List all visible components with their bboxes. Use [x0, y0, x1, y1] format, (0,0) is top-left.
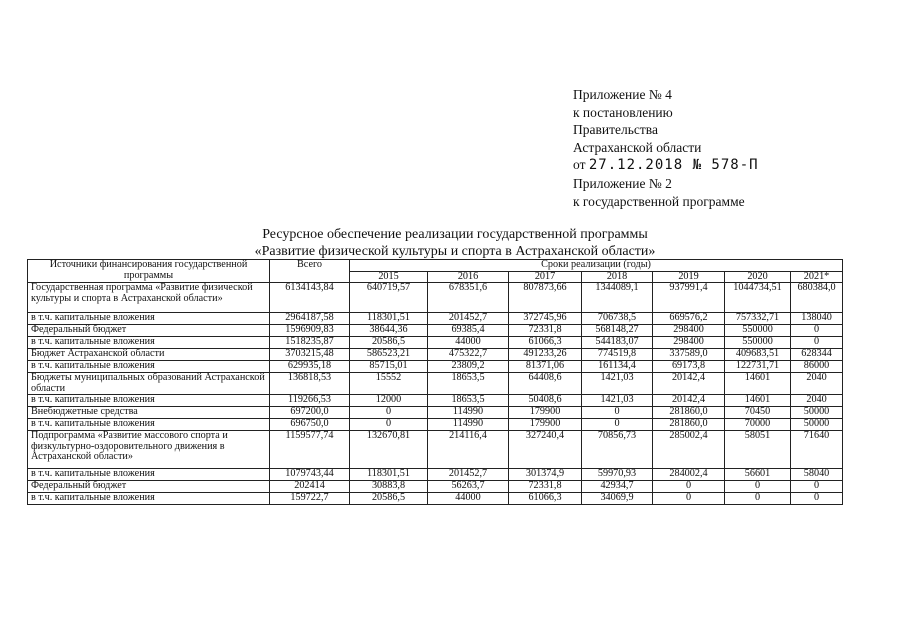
row-year-value: 327240,4 — [509, 431, 582, 469]
row-year-value: 118301,51 — [350, 313, 428, 325]
row-year-value: 757332,71 — [725, 313, 791, 325]
row-total: 3703215,48 — [270, 349, 350, 361]
table-row — [28, 407, 843, 419]
table-row — [28, 349, 843, 361]
appendix-line-5 — [573, 156, 759, 175]
appendix-date-number: 27.12.2018 № 578-П — [588, 157, 759, 174]
table-row — [28, 481, 843, 493]
row-year-value: 71640 — [791, 431, 843, 469]
header-total: Всего — [270, 260, 350, 283]
table-row — [28, 373, 843, 395]
document-title-line-1: Ресурсное обеспечение реализации государственной программы — [262, 227, 648, 242]
row-year-value: 50000 — [791, 407, 843, 419]
row-year-value: 669576,2 — [653, 313, 725, 325]
table-row — [28, 283, 843, 313]
row-total: 1518235,87 — [270, 337, 350, 349]
document-title-line-2: «Развитие физической культуры и спорта в Астраханской области» — [254, 244, 656, 259]
row-year-value: 38644,36 — [350, 325, 428, 337]
row-year-value: 20586,5 — [350, 493, 428, 505]
row-year-value: 59970,93 — [582, 469, 653, 481]
row-total: 1079743,44 — [270, 469, 350, 481]
row-year-value: 50000 — [791, 419, 843, 431]
row-year-value: 1421,03 — [582, 373, 653, 395]
table-row — [28, 419, 843, 431]
row-year-value: 12000 — [350, 395, 428, 407]
row-total: 629935,18 — [270, 361, 350, 373]
row-year-value: 298400 — [653, 325, 725, 337]
row-year-value: 70450 — [725, 407, 791, 419]
row-year-value: 301374,9 — [509, 469, 582, 481]
row-total: 2964187,58 — [270, 313, 350, 325]
row-total: 6134143,84 — [270, 283, 350, 313]
row-year-value: 86000 — [791, 361, 843, 373]
table-row — [28, 337, 843, 349]
row-source-name: Государственная программа «Развитие физической культуры и спорта в Астраханской области» — [28, 283, 270, 313]
appendix-line-6: Приложение № 2 — [573, 175, 672, 191]
row-year-value: 937991,4 — [653, 283, 725, 313]
row-year-value: 30883,8 — [350, 481, 428, 493]
row-year-value: 161134,4 — [582, 361, 653, 373]
row-source-name: в т.ч. капитальные вложения — [28, 313, 270, 325]
row-year-value: 64408,6 — [509, 373, 582, 395]
table-row — [28, 325, 843, 337]
row-total: 202414 — [270, 481, 350, 493]
row-source-name: Бюджет Астраханской области — [28, 349, 270, 361]
row-year-value: 56601 — [725, 469, 791, 481]
appendix-line-2: к постановлению — [573, 104, 673, 120]
row-year-value: 58040 — [791, 469, 843, 481]
row-year-value: 0 — [791, 481, 843, 493]
row-year-value: 132670,81 — [350, 431, 428, 469]
row-year-value: 81371,06 — [509, 361, 582, 373]
row-year-value: 114990 — [428, 407, 509, 419]
row-year-value: 337589,0 — [653, 349, 725, 361]
row-year-value: 0 — [791, 325, 843, 337]
row-year-value: 118301,51 — [350, 469, 428, 481]
header-year: 2021* — [791, 271, 843, 283]
row-year-value: 18653,5 — [428, 373, 509, 395]
row-total: 697200,0 — [270, 407, 350, 419]
row-year-value: 214116,4 — [428, 431, 509, 469]
row-source-name: Федеральный бюджет — [28, 481, 270, 493]
header-year: 2015 — [350, 271, 428, 283]
row-year-value: 14601 — [725, 395, 791, 407]
row-year-value: 20142,4 — [653, 373, 725, 395]
appendix-line-4: Астраханской области — [573, 139, 702, 155]
row-year-value: 70856,73 — [582, 431, 653, 469]
row-year-value: 44000 — [428, 337, 509, 349]
header-year: 2019 — [653, 271, 725, 283]
appendix-line-1: Приложение № 4 — [573, 87, 672, 102]
row-total: 159722,7 — [270, 493, 350, 505]
row-year-value: 640719,57 — [350, 283, 428, 313]
row-year-value: 281860,0 — [653, 407, 725, 419]
row-year-value: 72331,8 — [509, 325, 582, 337]
row-year-value: 0 — [582, 407, 653, 419]
row-year-value: 706738,5 — [582, 313, 653, 325]
row-year-value: 550000 — [725, 325, 791, 337]
row-year-value: 491233,26 — [509, 349, 582, 361]
row-year-value: 0 — [350, 407, 428, 419]
row-year-value: 0 — [653, 493, 725, 505]
appendix-date-prefix: от — [573, 157, 586, 173]
row-year-value: 179900 — [509, 407, 582, 419]
row-year-value: 61066,3 — [509, 493, 582, 505]
row-year-value: 568148,27 — [582, 325, 653, 337]
row-year-value: 285002,4 — [653, 431, 725, 469]
row-year-value: 284002,4 — [653, 469, 725, 481]
row-year-value: 628344 — [791, 349, 843, 361]
row-total: 696750,0 — [270, 419, 350, 431]
row-year-value: 1044734,51 — [725, 283, 791, 313]
table-row — [28, 469, 843, 481]
financing-table — [27, 259, 843, 505]
row-year-value: 807873,66 — [509, 283, 582, 313]
row-year-value: 14601 — [725, 373, 791, 395]
table-row — [28, 431, 843, 469]
row-year-value: 50408,6 — [509, 395, 582, 407]
row-source-name: в т.ч. капитальные вложения — [28, 493, 270, 505]
row-year-value: 2040 — [791, 395, 843, 407]
header-year: 2016 — [428, 271, 509, 283]
row-year-value: 281860,0 — [653, 419, 725, 431]
row-year-value: 2040 — [791, 373, 843, 395]
row-year-value: 0 — [725, 493, 791, 505]
appendix-line-7: к государственной программе — [573, 193, 745, 209]
appendix-block — [573, 86, 759, 210]
row-year-value: 85715,01 — [350, 361, 428, 373]
row-year-value: 34069,9 — [582, 493, 653, 505]
row-source-name: Бюджеты муниципальных образований Астраханской области — [28, 373, 270, 395]
table-row — [28, 313, 843, 325]
row-year-value: 42934,7 — [582, 481, 653, 493]
row-year-value: 1421,03 — [582, 395, 653, 407]
row-year-value: 680384,0 — [791, 283, 843, 313]
row-year-value: 44000 — [428, 493, 509, 505]
header-source: Источники финансирования государственной программы — [28, 260, 270, 283]
row-year-value: 0 — [791, 493, 843, 505]
table-row — [28, 493, 843, 505]
row-source-name: в т.ч. капитальные вложения — [28, 337, 270, 349]
table-header — [28, 260, 843, 283]
row-year-value: 70000 — [725, 419, 791, 431]
row-year-value: 475322,7 — [428, 349, 509, 361]
row-year-value: 114990 — [428, 419, 509, 431]
row-total: 119266,53 — [270, 395, 350, 407]
row-source-name: Внебюджетные средства — [28, 407, 270, 419]
row-year-value: 69385,4 — [428, 325, 509, 337]
row-year-value: 18653,5 — [428, 395, 509, 407]
row-source-name: в т.ч. капитальные вложения — [28, 361, 270, 373]
row-year-value: 0 — [725, 481, 791, 493]
row-year-value: 298400 — [653, 337, 725, 349]
row-year-value: 201452,7 — [428, 469, 509, 481]
row-year-value: 550000 — [725, 337, 791, 349]
appendix-line-3: Правительства — [573, 122, 658, 138]
row-year-value: 0 — [582, 419, 653, 431]
row-year-value: 61066,3 — [509, 337, 582, 349]
row-year-value: 122731,71 — [725, 361, 791, 373]
row-year-value: 0 — [791, 337, 843, 349]
row-source-name: Федеральный бюджет — [28, 325, 270, 337]
row-year-value: 15552 — [350, 373, 428, 395]
row-total: 1596909,83 — [270, 325, 350, 337]
row-year-value: 586523,21 — [350, 349, 428, 361]
row-year-value: 1344089,1 — [582, 283, 653, 313]
row-year-value: 774519,8 — [582, 349, 653, 361]
row-year-value: 20142,4 — [653, 395, 725, 407]
row-year-value: 56263,7 — [428, 481, 509, 493]
header-period: Сроки реализации (годы) — [350, 260, 843, 272]
header-year: 2018 — [582, 271, 653, 283]
table-body — [28, 283, 843, 505]
row-year-value: 372745,96 — [509, 313, 582, 325]
row-year-value: 58051 — [725, 431, 791, 469]
row-year-value: 138040 — [791, 313, 843, 325]
row-year-value: 23809,2 — [428, 361, 509, 373]
row-year-value: 201452,7 — [428, 313, 509, 325]
row-source-name: в т.ч. капитальные вложения — [28, 395, 270, 407]
row-year-value: 678351,6 — [428, 283, 509, 313]
row-year-value: 0 — [350, 419, 428, 431]
row-year-value: 20586,5 — [350, 337, 428, 349]
row-year-value: 69173,8 — [653, 361, 725, 373]
row-year-value: 179900 — [509, 419, 582, 431]
row-total: 136818,53 — [270, 373, 350, 395]
table-row — [28, 361, 843, 373]
table-row — [28, 395, 843, 407]
document-title — [200, 226, 710, 260]
row-year-value: 0 — [653, 481, 725, 493]
header-year: 2020 — [725, 271, 791, 283]
header-year: 2017 — [509, 271, 582, 283]
row-year-value: 544183,07 — [582, 337, 653, 349]
row-source-name: в т.ч. капитальные вложения — [28, 469, 270, 481]
row-year-value: 72331,8 — [509, 481, 582, 493]
row-source-name: Подпрограмма «Развитие массового спорта и физкультурно-оздоровительного движения в Астраханской области» — [28, 431, 270, 469]
row-source-name: в т.ч. капитальные вложения — [28, 419, 270, 431]
row-year-value: 409683,51 — [725, 349, 791, 361]
row-total: 1159577,74 — [270, 431, 350, 469]
